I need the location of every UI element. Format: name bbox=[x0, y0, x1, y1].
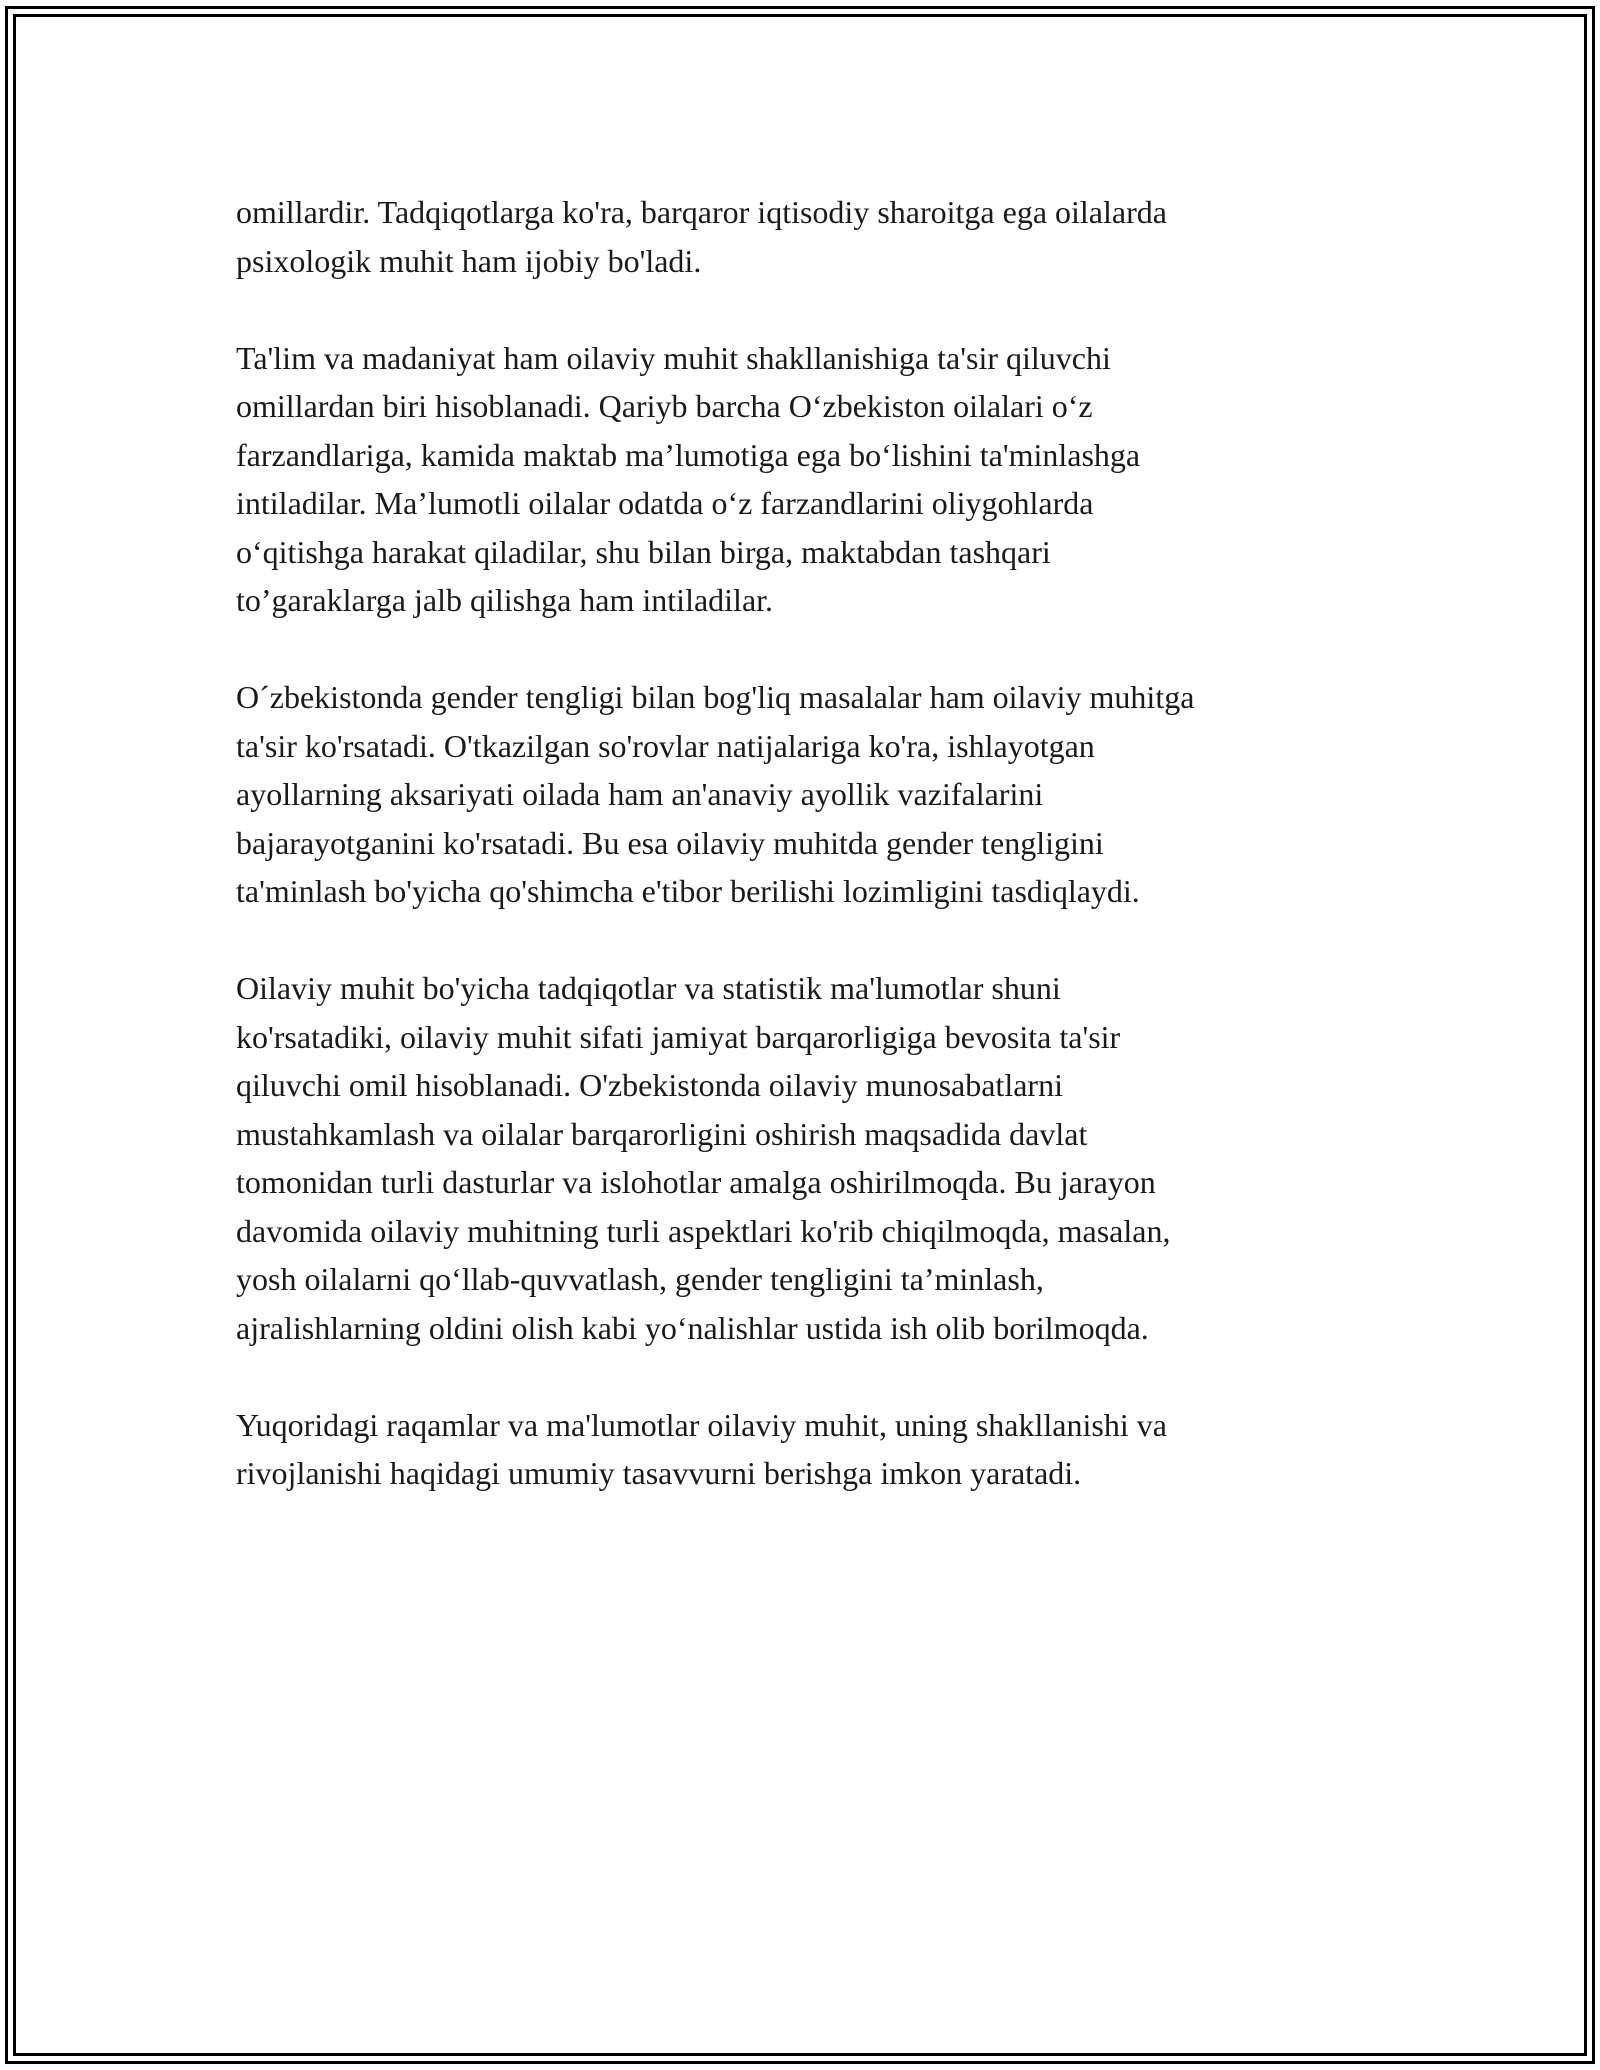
paragraph-2: Ta'lim va madaniyat ham oilaviy muhit shakllanishiga ta'sir qiluvchi omillardan biri hisoblanadi. Qariyb barcha Oʻzbekiston oilalari oʻz farzandlariga, kamida maktab maʼlumotiga ega boʻlishini ta'minlashga intiladilar. Maʼlumotli oilalar odatda oʻz farzandlarini oliygohlarda oʻqitishga harakat qiladilar, shu bilan birga, maktabdan tashqari to’garaklarga jalb qilishga ham intiladilar. bbox=[236, 339, 1141, 618]
document-body bbox=[236, 188, 1376, 1546]
paragraph-4: Oilaviy muhit bo'yicha tadqiqotlar va statistik ma'lumotlar shuni ko'rsatadiki, oilaviy muhit sifati jamiyat barqarorligiga bevosita ta'sir qiluvchi omil hisoblanadi. O'zbekistonda oilaviy munosabatlarni mustahkamlash va oilalar barqarorligini oshirish maqsadida davlat tomonidan turli dasturlar va islohotlar amalga oshirilmoqda. Bu jarayon davomida oilaviy muhitning turli aspektlari ko'rib chiqilmoqda, masalan, yosh oilalarni qoʻllab-quvvatlash, gender tengligini taʼminlash, ajralishlarning oldini olish kabi yoʻnalishlar ustida ish olib borilmoqda. bbox=[236, 970, 1171, 1346]
paragraph-1: omillardir. Tadqiqotlarga ko'ra, barqaror iqtisodiy sharoitga ega oilalarda psixologik muhit ham ijobiy bo'ladi. bbox=[236, 194, 1167, 279]
paragraph-3: O´zbekistonda gender tengligi bilan bog'liq masalalar ham oilaviy muhitga ta'sir ko'rsatadi. O'tkazilgan so'rovlar natijalariga ko'ra, ishlayotgan ayollarning aksariyati oilada ham an'anaviy ayollik vazifalarini bajarayotganini ko'rsatadi. Bu esa oilaviy muhitda gender tengligini ta'minlash bo'yicha qo'shimcha e'tibor berilishi lozimligini tasdiqlaydi. bbox=[236, 679, 1195, 909]
paragraph-5: Yuqoridagi raqamlar va ma'lumotlar oilaviy muhit, uning shakllanishi va rivojlanishi haqidagi umumiy tasavvurni berishga imkon yaratadi. bbox=[236, 1406, 1167, 1491]
